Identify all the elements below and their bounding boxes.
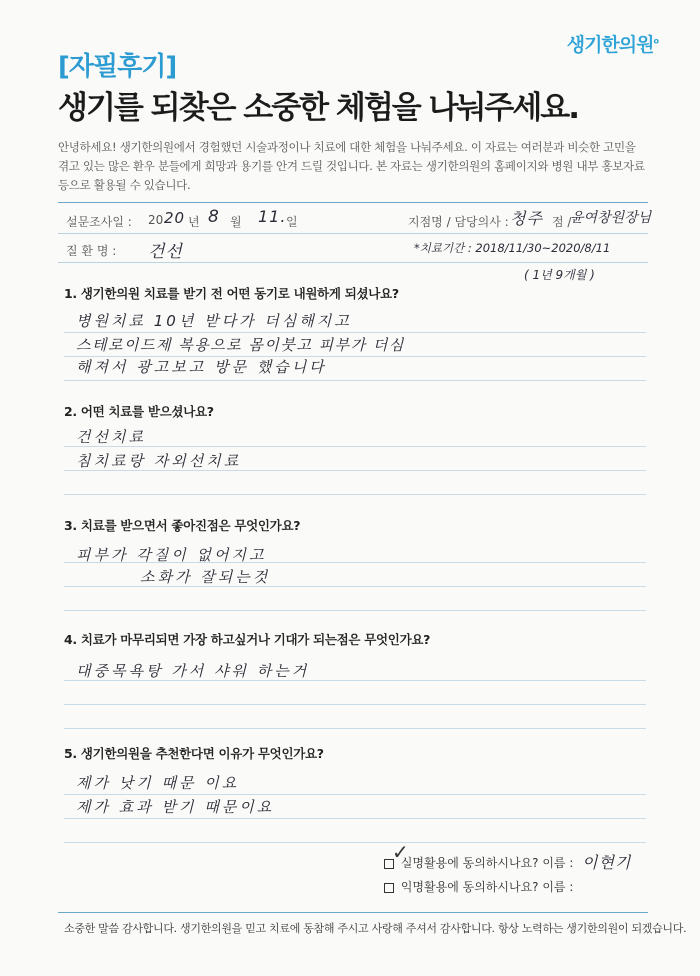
disease-handwritten: 건선 — [148, 242, 183, 262]
question-1-title: 1. 생기한의원 치료를 받기 전 어떤 동기로 내원하게 되셨나요? — [64, 286, 399, 301]
check-mark-icon: ✓ — [392, 840, 410, 864]
answer-line — [64, 494, 646, 495]
day-handwritten: 11. — [258, 207, 287, 226]
question-1-answer-1: 병원치료 10년 받다가 더심해지고 — [76, 312, 352, 330]
date-label: 설문조사일 : — [66, 215, 132, 229]
question-5-answer-1: 제가 낫기 때문 이요 — [76, 774, 240, 792]
question-3-answer-1: 피부가 각질이 없어지고 — [76, 546, 267, 564]
answer-line — [64, 332, 646, 333]
month-handwritten: 8 — [208, 207, 220, 227]
top-divider — [58, 202, 648, 203]
doctor-handwritten: 윤여창원장님 — [570, 210, 652, 226]
intro-text: 안녕하세요! 생기한의원에서 경험했던 시술과정이나 치료에 대한 체험을 나눠주세요. 이 자료는 여러분과 비슷한 고민을 겪고 있는 많은 환우 분들에게 희망과 용기를 안겨 드릴 것입니다. 본 자료는 생기한의원의 홈페이지와 병원 내부 홍보자료 등으로 활용될 수 있습니다. — [58, 140, 645, 192]
answer-line — [64, 610, 646, 611]
real-name-handwritten: 이현기 — [582, 853, 632, 872]
real-name-consent[interactable] — [384, 854, 573, 871]
answer-line — [64, 842, 646, 843]
question-4-title: 4. 치료가 마무리되면 가장 하고싶거나 기대가 되는점은 무엇인가요? — [64, 632, 431, 647]
branch-suffix: 점 / — [552, 215, 572, 229]
form-title: 생기를 되찾은 소중한 체험을 나눠주세요. — [58, 90, 579, 126]
footer-text: 소중한 말씀 감사합니다. 생기한의원을 믿고 치료에 동참해 주시고 사랑해 주셔서 감사합니다. 항상 노력하는 생기한의원이 되겠습니다. — [64, 922, 687, 935]
form-tag: [자필후기] — [58, 52, 177, 82]
question-3-answer-2: 소화가 잘되는것 — [140, 568, 271, 586]
day-label: 일 — [286, 215, 298, 229]
real-name-consent-label: 실명활용에 동의하시나요? 이름 : — [400, 856, 574, 870]
question-2-answer-1: 건선치료 — [76, 428, 146, 446]
year-label: 년 — [188, 215, 200, 229]
question-2-answer-2: 침치료랑 자외선치료 — [76, 452, 242, 470]
answer-line — [64, 704, 646, 705]
anonymous-checkbox[interactable] — [384, 883, 394, 893]
treatment-period-handwritten: *치료기간 : 2018/11/30~2020/8/11 — [414, 241, 611, 255]
brand-logo: 생기한의원$^o$ — [566, 34, 658, 56]
answer-line — [64, 380, 646, 381]
anonymous-consent[interactable] — [384, 878, 573, 895]
branch-handwritten: 청주 — [510, 209, 543, 228]
question-2-title: 2. 어떤 치료를 받으셨나요? — [64, 404, 214, 419]
disease-label: 질 환 명 : — [66, 244, 117, 258]
disease-row — [58, 234, 648, 263]
question-1-answer-2: 스테로이드제 복용으로 몸이붓고 피부가 더심 — [76, 336, 405, 354]
question-3-title: 3. 치료를 받으면서 좋아진점은 무엇인가요? — [64, 518, 301, 533]
anonymous-consent-label: 익명활용에 동의하시나요? 이름 : — [400, 880, 574, 894]
year-prefix: 20 — [148, 213, 164, 227]
question-5-title: 5. 생기한의원을 추천한다면 이유가 무엇인가요? — [64, 746, 324, 761]
survey-date-row — [58, 205, 652, 234]
answer-line — [64, 794, 646, 795]
question-5-answer-2: 제가 효과 받기 때문이요 — [76, 798, 275, 816]
year-handwritten: 20 — [164, 209, 186, 227]
bottom-divider — [58, 912, 648, 913]
answer-line — [64, 446, 646, 447]
answer-line — [64, 728, 646, 729]
treatment-duration-handwritten: ( 1년 9개월 ) — [524, 268, 595, 282]
answer-line — [64, 818, 646, 819]
question-4-answer-1: 대중목욕탕 가서 샤워 하는거 — [76, 662, 310, 680]
month-label: 월 — [230, 215, 242, 229]
question-1-answer-3: 해져서 광고보고 방문 했습니다 — [76, 358, 327, 376]
branch-label: 지점명 / 담당의사 : — [408, 215, 509, 229]
